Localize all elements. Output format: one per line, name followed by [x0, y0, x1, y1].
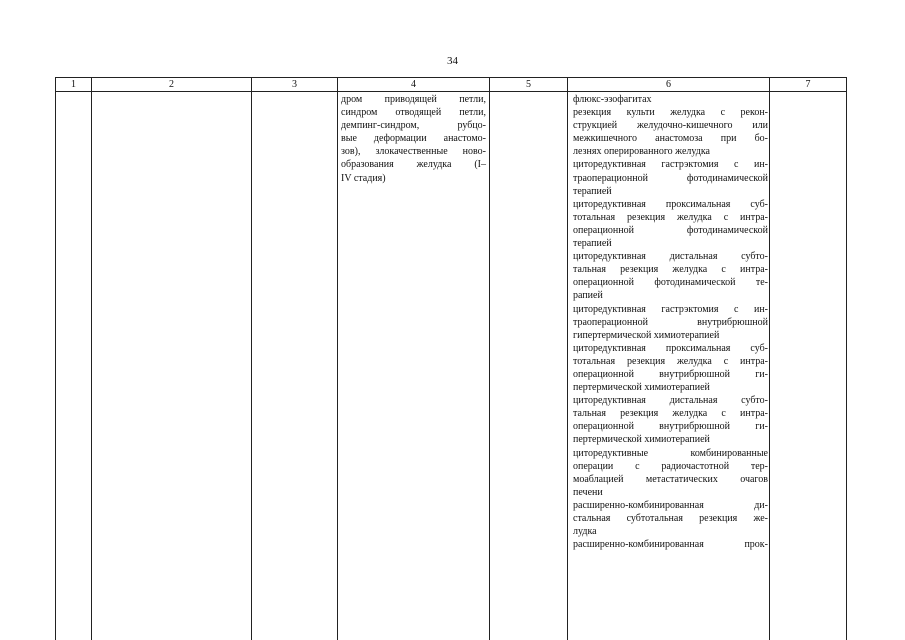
page-number: 34 [447, 55, 458, 67]
text-line: циторедуктивная гастрэктомия с ин- [573, 303, 768, 315]
text-line: тальная резекция желудка с интра- [573, 408, 768, 420]
text-line: операционной фотодинамической те- [573, 277, 768, 289]
text-line: резекция культи желудка с рекон- [573, 107, 768, 119]
column-6-text [573, 93, 768, 551]
text-line: траоперационной фотодинамической [573, 172, 768, 184]
text-line: циторедуктивная проксимальная суб- [573, 198, 768, 210]
column-divider [91, 91, 92, 640]
text-line: циторедуктивная проксимальная суб- [573, 342, 768, 354]
text-line: синдром отводящей петли, [341, 107, 486, 119]
text-line: тальная резекция желудка с интра- [573, 264, 768, 276]
text-line: терапией [573, 238, 612, 250]
text-line: образования желудка (I– [341, 159, 486, 171]
text-line: дром приводящей петли, [341, 94, 486, 105]
text-line: гипертермической химиотерапией [573, 329, 720, 341]
text-line: межкишечного анастомоза при бо- [573, 133, 768, 145]
text-line: зов), злокачественные ново- [341, 146, 486, 158]
text-line: расширенно-комбинированная прок- [573, 539, 768, 551]
column-4-text [341, 93, 486, 185]
text-line: вые деформации анастомо- [341, 133, 486, 145]
text-line: IV стадия) [341, 172, 386, 184]
text-line: траоперационной внутрибрюшной [573, 316, 768, 328]
text-line: операции с радиочастотной тер- [573, 460, 768, 472]
text-line: операционной внутрибрюшной ги- [573, 421, 768, 433]
text-line: демпинг-синдром, рубцо- [341, 120, 486, 132]
text-line: стальная субтотальная резекция же- [573, 513, 768, 524]
text-line: флюкс-эзофагитах [573, 94, 652, 105]
text-line: циторедуктивные комбинированные [573, 447, 768, 459]
column-divider [251, 91, 252, 640]
text-line: расширенно-комбинированная ди- [573, 499, 768, 511]
text-line: рапией [573, 290, 603, 302]
text-line: терапией [573, 185, 612, 197]
text-line: пертермической химиотерапией [573, 382, 710, 394]
column-divider [846, 91, 847, 640]
text-line: тотальная резекция желудка с интра- [573, 211, 768, 223]
text-line: струкцией желудочно-кишечного или [573, 120, 768, 132]
text-line: печени [573, 486, 603, 498]
column-divider [55, 91, 56, 640]
header-col-6: 6 [567, 78, 769, 91]
text-line: циторедуктивная дистальная субто- [573, 395, 768, 407]
column-divider [337, 91, 338, 640]
column-divider [489, 91, 490, 640]
header-col-5: 5 [489, 78, 567, 91]
text-line: циторедуктивная гастрэктомия с ин- [573, 159, 768, 171]
column-divider [567, 91, 568, 640]
table-header-row [55, 77, 847, 92]
text-line: операционной внутрибрюшной ги- [573, 368, 768, 380]
header-col-2: 2 [91, 78, 251, 91]
header-col-3: 3 [251, 78, 337, 91]
text-line: лезнях оперированного желудка [573, 146, 710, 158]
header-col-7: 7 [769, 78, 847, 91]
text-line: тотальная резекция желудка с интра- [573, 355, 768, 367]
text-line: операционной фотодинамической [573, 224, 768, 236]
text-line: пертермической химиотерапией [573, 434, 710, 446]
column-divider [769, 91, 770, 640]
text-line: моаблацией метастатических очагов [573, 473, 768, 485]
text-line: лудка [573, 526, 597, 538]
header-col-4: 4 [337, 78, 489, 91]
text-line: циторедуктивная дистальная субто- [573, 251, 768, 263]
header-col-1: 1 [55, 78, 91, 91]
